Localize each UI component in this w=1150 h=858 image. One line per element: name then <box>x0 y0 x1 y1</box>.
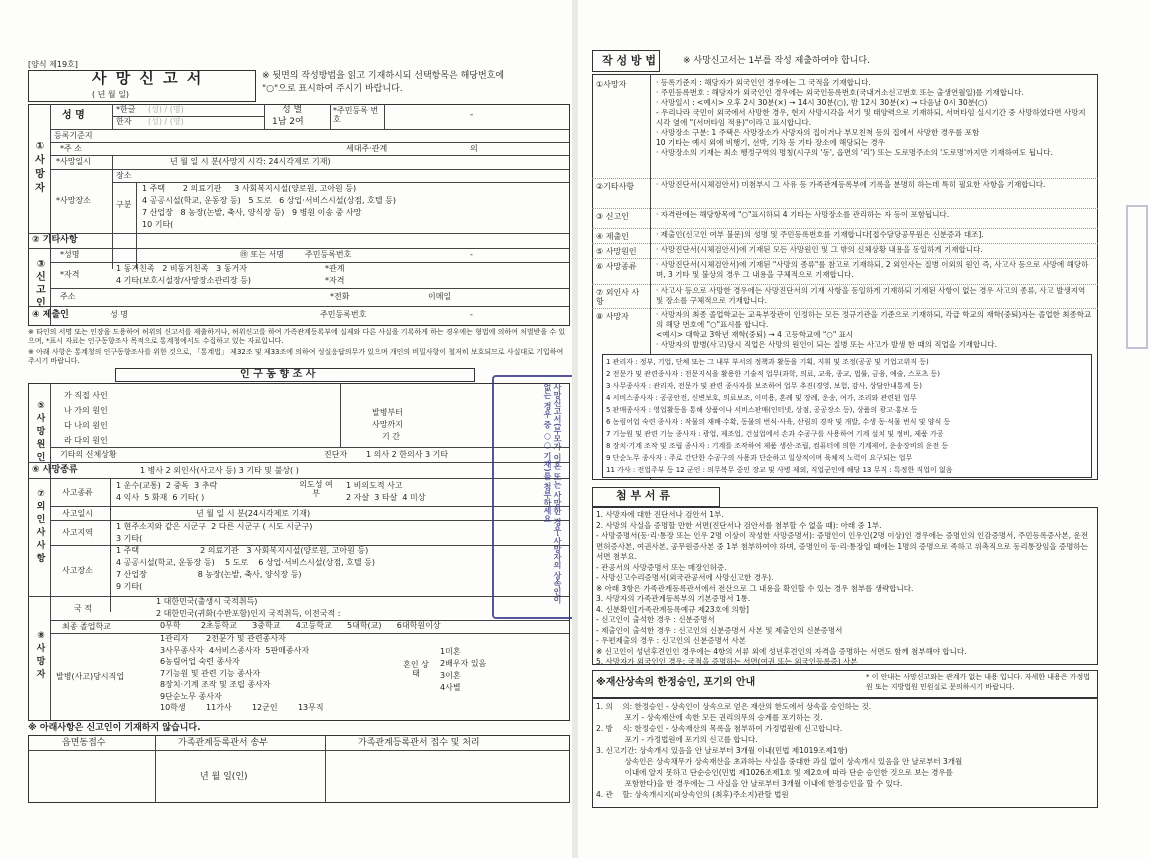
place-option-transfer[interactable]: 9 병원 이송 중 사망 <box>291 208 362 217</box>
rrn-field[interactable]: - <box>470 110 474 120</box>
family-base-label: 등록기준지 <box>54 131 93 140</box>
onset-label: 발병부터 <box>372 408 403 417</box>
list-item: - 신고인이 출석한 경우 : 신분증명서 <box>596 615 715 624</box>
form-front-page <box>0 0 572 858</box>
acc-opt-5[interactable]: 5 화재 <box>144 493 168 502</box>
edu-opt-4[interactable]: 4고등학교 <box>295 621 332 630</box>
office-col-send: 가족관계등록관서 송부 <box>178 738 268 748</box>
attachments-list <box>596 510 1094 668</box>
name-hanja-field[interactable]: (성) / (명) <box>148 117 184 126</box>
edu-opt-5[interactable]: 5대학(교) <box>347 621 382 630</box>
list-item: - 제출인이 출석한 경우 : 신고인의 신분증명서 사본 및 제출인의 신분증명서 <box>596 625 843 635</box>
how-to-line: · 사망자의 최종 졸업학교는 교육부장관이 인정하는 모든 정규기관을 기준으로 기재하되, 각급 학교의 재학(중퇴)자는 졸업한 최종학교의 해당 번호에 "○"표시를 합니다. <box>656 310 1092 329</box>
acc-place-5[interactable]: 5 도로 <box>224 558 249 567</box>
section-accident-label: ⑦ 외인사사항 <box>36 489 46 564</box>
job-opt-9[interactable]: 9단순노무 종사자 <box>160 691 222 701</box>
office-col-receipt: 읍면동접수 <box>62 738 106 748</box>
marital-label: 혼인 상태 <box>403 660 429 679</box>
place-option-welfare[interactable]: 3 사회복지시설(양로원, 고아원 등) <box>234 184 357 193</box>
list-item: - 우편제출의 경우 : 신고인의 신분증명서 사본 <box>596 636 746 645</box>
office-date-field[interactable]: 년 월 일(인) <box>200 772 248 782</box>
diagnoser-label: 진단자 <box>324 450 348 459</box>
section-reporter-label: ③ 신고인 <box>36 259 46 309</box>
submitter-name-label: 성 명 <box>110 310 128 319</box>
intent-opt-4[interactable]: 4 미상 <box>402 493 426 502</box>
how-to-line: · 등록기준지 : 해당자가 외국인인 경우에는 그 국적을 기재합니다. <box>656 78 871 87</box>
submitter-rrn-field[interactable]: - <box>470 310 473 319</box>
job-opt-2[interactable]: 2전문가 및 관련종사자 <box>206 634 286 643</box>
nat-opt-2[interactable]: 2 대한민국(귀화(수반포함)인지 국적취득, 이전국적 : <box>156 609 341 618</box>
edu-opt-6[interactable]: 6대학원이상 <box>396 621 441 630</box>
qual-option-2[interactable]: 2 비동거친족 <box>162 264 209 273</box>
place-option-commercial[interactable]: 6 상업·서비스시설(상점, 호텔 등) <box>279 196 396 205</box>
reporter-signature[interactable]: ㊞ 또는 서명 <box>240 250 284 259</box>
job-opt-6[interactable]: 6농림어업 숙련 종사자 <box>160 657 240 666</box>
list-item: 4. 관 할: 상속개시지(피상속인의 (최후)주소지)관할 법원 <box>596 790 789 799</box>
job-opt-4[interactable]: 4서비스종사자 <box>208 645 261 655</box>
list-item: 포함한다)을 한 경우에는 그 사실을 안 날로부터 3개월 이내에 한정승인을 할 수 있다. <box>596 779 903 788</box>
list-item: - 사망신고수리증명서(외국관공서에 사망신고한 경우). <box>596 573 774 582</box>
intent-options[interactable] <box>346 480 425 504</box>
death-place-label: *사망장소 <box>56 196 91 205</box>
warning-forgery: ※ 타인의 서명 또는 인장을 도용하여 허위의 신고서를 제출하거나, 허위신고를 하여 가족관계등록부에 실제와 다른 사실을 기록하게 하는 경우에는 형법에 의하여 처벌받을 수 있으며, *표시 자료는 인구동향조사 목적으로 통계청에서도 수집하고 있는 자료입니다. <box>28 328 566 345</box>
list-item: 2 전문가 및 관련종사자 : 전문지식을 활용한 기술적 업무(과학, 의료, 교육, 종교, 법률, 금융, 예술, 스포츠 등) <box>606 370 940 378</box>
list-item: 4. 신분확인[가족관계등록예규 제23호에 의함] <box>596 604 749 614</box>
how-to-key: ⑧ 사망자 <box>596 312 629 321</box>
place-option-hospital[interactable]: 2 의료기관 <box>182 184 222 193</box>
other-body-label: 기타의 신체상황 <box>60 450 117 459</box>
list-item: - 사망증명서(동·리·통장 또는 인우 2명 이상이 작성한 사망증명서): 증명인이 인우인(2명 이상)인 경우에는 증명인의 인감증명서, 주민등록증사본, 운전면허증사본, 여권사본, 공무원증사본 중 1부 첨부하여야 하며, 증명인이 동·리·통장일 때에는 1명의 증명으로 족하고 위촉직으로 동리통장임을 증명하는 서면 첨부요. <box>596 531 1088 561</box>
section-cause-label: ⑤ 사망원인 <box>36 401 46 463</box>
list-item: 6 농림어업 숙련 종사자 : 작물의 재배·수확, 동물의 번식·사육, 산림의 경작 및 개발, 수생 동·식물 번식 및 양식 등 <box>606 418 951 426</box>
section-submitter-label: ④ 제출인 <box>32 310 69 320</box>
list-item: 2. 사망의 사실을 증명할 만한 서면(진단서나 검안서를 첨부할 수 없을 때): 아래 중 1부. <box>596 520 882 530</box>
submitter-rrn-label: 주민등록번호 <box>320 310 367 319</box>
job-opt-7[interactable]: 7기능원 및 관련 기능 종사자 <box>160 668 261 678</box>
how-to-key: ③ 신고인 <box>596 212 629 221</box>
reporter-name-label: *성명 <box>60 250 80 259</box>
period-label: 기 간 <box>382 432 400 441</box>
list-item: 3. 사망자의 가족관계등록부의 기본증명서 1통. <box>596 594 751 603</box>
how-to-key: ④ 제출인 <box>596 232 629 241</box>
reporter-qual-options[interactable] <box>116 263 336 287</box>
list-item: - 관공서의 사망증명서 또는 매장인허증. <box>596 562 727 572</box>
marital-opt-2[interactable]: 2배우자 있음 <box>440 659 487 668</box>
how-to-key: ⑦ 외인사 사 항 <box>596 288 640 307</box>
list-item: 포기 - 가정법원에 포기의 신고를 합니다. <box>596 735 758 744</box>
how-to-line: · 사고사 등으로 사망한 경우에는 사망진단서의 기재 사항을 동일하게 기재하되 기재된 사항이 없는 경우 사고의 종류, 사고 발생지역 및 장소를 구체적으로 기재합니다. <box>656 286 1086 305</box>
cause-list <box>64 388 108 448</box>
place-options[interactable] <box>142 183 562 231</box>
acc-place-8[interactable]: 8 농장(논밭, 축사, 양식장 등) <box>197 570 302 579</box>
list-item: 8 장치·기계 조작 및 조립 종사자 : 기계를 조작하여 제품 생산·조립, 컴퓨터에 의한 기계제어, 운송장비의 운전 등 <box>606 442 949 450</box>
list-item: 5 판매종사자 : 영업활동을 통해 상품이나 서비스판매(인터넷, 상점, 공공장소 등), 상품의 광고·홍보 등 <box>606 406 918 414</box>
how-to-key: ②기타사항 <box>596 182 635 191</box>
section-other-label: ② 기타사항 <box>32 235 78 245</box>
job-opt-11[interactable]: 11가사 <box>205 703 232 712</box>
cause-b[interactable]: 다 나의 원인 <box>64 421 108 430</box>
education-label: 최종 졸업학교 <box>62 622 111 631</box>
how-to-line: 10 기타는 예시 외에 비행기, 선박, 기차 등 기타 장소에 해당되는 경우 <box>656 138 885 147</box>
place-option-public[interactable]: 4 공공시설(학교, 운동장 등) <box>142 196 241 205</box>
diagnoser-options[interactable]: 1 의사 2 한의사 3 기타 <box>366 450 449 459</box>
hangul-label: *한글 <box>116 105 136 114</box>
acc-place-2[interactable]: 2 의료기관 <box>200 546 239 555</box>
edu-opt-2[interactable]: 2초등학교 <box>200 621 237 630</box>
how-to-note: ※ 사망신고서는 1부를 작성 제출하여야 합니다. <box>683 56 870 66</box>
accident-place-options[interactable] <box>116 545 556 593</box>
marital-options[interactable] <box>440 646 486 694</box>
acc-opt-6[interactable]: 6 기타( ) <box>172 493 205 502</box>
how-to-title: 작 성 방 법 <box>602 54 656 67</box>
how-to-text <box>656 286 1094 310</box>
qual-option-4[interactable]: 4 기타(보호시설장/사망장소관리장 등) <box>116 276 252 285</box>
how-to-key: ⑤ 사망원인 <box>596 247 637 256</box>
inheritance-list <box>596 701 1094 800</box>
side-stamp <box>1126 205 1148 349</box>
office-col-process: 가족관계등록관서 접수 및 처리 <box>358 738 480 748</box>
intent-label: 의도성 여 부 <box>299 480 333 499</box>
accident-type-options[interactable] <box>116 480 217 504</box>
education-options[interactable] <box>160 620 570 632</box>
survey-title: 인 구 동 향 조 사 <box>240 369 316 380</box>
list-item: 포기 - 상속재산에 속한 모든 권리의무의 승계를 포기하는 것. <box>596 713 823 722</box>
section-death-kind-label: ⑥ 사망종류 <box>32 465 78 475</box>
qual-option-3[interactable]: 3 동거자 <box>216 264 247 273</box>
place-option-industrial[interactable]: 7 산업장 <box>142 208 173 217</box>
acc-opt-4[interactable]: 4 익사 <box>116 493 140 502</box>
hanja-label: 한자 <box>116 117 132 126</box>
job-opt-5[interactable]: 5판매종사자 <box>265 645 310 655</box>
list-item: 4 서비스종사자 : 공공안전, 신변보호, 의료보조, 이미용, 혼례 및 장례, 운송, 여가, 조리와 관련된 업무 <box>606 394 917 402</box>
list-item: 3 사무종사자 : 관리자, 전문가 및 관련 종사자를 보조하여 업무 추진(경영, 보험, 감사, 상담안내통계 등) <box>606 382 923 390</box>
office-table <box>28 735 570 803</box>
acc-place-3[interactable]: 3 사회복지시설(양로원, 고아원 등) <box>246 546 369 555</box>
job-opt-1[interactable]: 1관리자 <box>160 634 189 643</box>
marital-opt-4[interactable]: 4사별 <box>440 683 461 692</box>
marital-opt-1[interactable]: 1미혼 <box>440 647 461 656</box>
how-to-text <box>656 78 1094 180</box>
acc-opt-3[interactable]: 3 추락 <box>194 481 218 490</box>
form-number: [양식 제19호] <box>28 60 78 69</box>
how-to-line: · 사망일시 : <예시> 오후 2시 30분(×) → 14시 30분(○), 밤 12시 30분(×) → 다음날 0시 30분(○) <box>656 98 988 107</box>
intent-opt-2[interactable]: 2 자살 <box>346 493 370 502</box>
accident-region-label: 사고지역 <box>62 528 93 537</box>
sex-options[interactable]: 1남 2여 <box>272 117 304 127</box>
how-to-line: <예시> 대학교 3학년 재학(중퇴) → 4 고등학교에 "○" 표시 <box>656 330 854 339</box>
acc-place-7[interactable]: 7 산업장 <box>116 570 147 579</box>
job-options[interactable] <box>160 633 400 714</box>
acc-place-9[interactable]: 9 기타( <box>116 582 143 591</box>
region-opt-3[interactable]: 3 기타( <box>116 534 143 543</box>
job-opt-3[interactable]: 3사무종사자 <box>160 645 204 655</box>
accident-type-label: 사고종류 <box>62 488 93 497</box>
cause-c[interactable]: 라 다의 원인 <box>64 436 108 445</box>
reporter-phone-label: *전화 <box>330 292 350 301</box>
how-to-line: · 사망진단서(시체검안서) 미첨부시 그 사유 등 가족관계등록부에 기록을 분명히 하는데 특히 필요한 사항을 기재합니다. <box>656 180 1046 189</box>
accident-date-label: 사고일시 <box>62 509 93 518</box>
how-to-text <box>656 310 1094 354</box>
how-to-line: · 자격란에는 해당항목에 "○"표시하되 4 기타는 사망장소를 관리하는 자 등이 포함됩니다. <box>656 210 950 219</box>
how-to-line: · 주민등록번호 : 해당자가 외국인인 경우에는 외국인등록번호(국내거소신고번호 또는 출생연월일)를 기재합니다. <box>656 88 1024 97</box>
how-to-text <box>656 180 1094 210</box>
reporter-rrn-label: 주민등록번호 <box>305 250 352 259</box>
list-item: 1 관리자 : 정부, 기업, 단체 또는 그 내부 부서의 정책과 활동을 기획, 지휘 및 조정(공공 및 기업고위직 등) <box>606 358 929 366</box>
job-opt-10[interactable]: 10학생 <box>160 703 186 712</box>
list-item: ※ 아래 3항은 가족관계등록관서에서 전산으로 그 내용을 확인할 수 있는 경우 첨부를 생략합니다. <box>596 583 914 593</box>
acc-opt-1[interactable]: 1 운수(교통) <box>116 481 161 490</box>
death-date-label: *사망일시 <box>56 157 91 166</box>
nationality-options[interactable] <box>156 596 340 620</box>
death-date-field[interactable]: 년 월 일 시 분(사망지 시각: 24시각제로 기재) <box>170 157 331 166</box>
householder-ui: 의 <box>470 144 478 153</box>
job-opt-13[interactable]: 13무직 <box>297 703 324 712</box>
address-label: *주 소 <box>60 144 82 153</box>
how-to-line: · 사망장소 구분: 1 주택은 사망장소가 사망자의 집이거나 부모친척 등의 집에서 사망한 경우를 포함 <box>656 128 980 137</box>
attachments-title: 첨 부 서 류 <box>616 489 670 502</box>
edu-opt-3[interactable]: 3중학교 <box>252 621 281 630</box>
cause-a[interactable]: 나 가의 원인 <box>64 406 108 415</box>
place-option-farm[interactable]: 8 농장(논밭, 축사, 양식장 등) <box>180 208 285 217</box>
name-label: 성 명 <box>62 110 85 121</box>
sex-label: 성 별 <box>282 105 303 115</box>
place-option-other[interactable]: 10 기타( <box>142 220 174 229</box>
list-item: 1. 의 의: 한정승인 - 상속인이 상속으로 얻은 재산의 한도에서 상속을 승인하는 것. <box>596 702 872 711</box>
accident-place-label: 사고장소 <box>62 566 93 575</box>
name-hangul-field[interactable]: (성) / (명) <box>148 105 184 114</box>
list-item: 9 단순노무 종사자 : 주로 간단한 수공구의 사용과 단순하고 일상적이며 육체적 노력이 요구되는 업무 <box>606 454 913 462</box>
how-to-line: · 사망진단서(시체검안서)에 기재된 모든 사망원인 및 그 밖의 신체상황 내용을 동일하게 기재합니다. <box>656 245 983 254</box>
how-to-text <box>656 260 1094 286</box>
list-item: 11 가사 : 전업주부 등 12 군인 : 의무복무 중인 장교 및 사병 제외, 직업군인에 해당 13 무직 : 특정한 직업이 없음 <box>606 466 953 474</box>
intent-opt-3[interactable]: 3 타살 <box>374 493 398 502</box>
office-only-note: ※ 아래사항은 신고인이 기재하지 않습니다. <box>28 723 201 733</box>
place-option-home[interactable]: 1 주택 <box>142 184 166 193</box>
list-item: 3. 신고기간: 상속개시 있음을 안 날로부터 3개월 이내(민법 제1019조제1항) <box>596 746 848 755</box>
reporter-qual-label: *자격 <box>60 270 80 279</box>
warning-statistics: ※ 아래 사항은 통계청의 인구동향조사를 위한 것으로, 「통계법」 제32조 및 제33조에 의하여 성실응답의무가 있으며 개인의 비밀사항이 철저히 보호되므로 사실대로 기입하여 주시기 바랍니다. <box>28 348 564 365</box>
householder-label: 세대주·관계 <box>346 144 388 153</box>
list-item: 2. 방 식: 한정승인 - 상속재산의 목록을 첨부하여 가정법원에 신고합니다. <box>596 724 843 733</box>
rrn-label: *주민등록 번 호 <box>333 106 379 125</box>
acc-place-4[interactable]: 4 공공시설(학교, 운동장 등) <box>116 558 215 567</box>
inheritance-title: ※재산상속의 한정승인, 포기의 안내 <box>596 677 756 688</box>
how-to-key: ①사망자 <box>596 80 627 89</box>
nat-opt-1[interactable]: 1 대한민국(출생시 국적취득) <box>156 597 258 606</box>
cause-direct[interactable]: 가 직접 사인 <box>64 391 108 400</box>
reporter-address-label: 주소 <box>60 292 76 301</box>
how-to-line: · 사망자의 발병(사고)당시 직업은 사망의 원인이 되는 질병 또는 사고가 발생 한 때의 직업을 기재합니다. <box>656 340 998 349</box>
region-opt-1[interactable]: 1 현주소지와 같은 시군구 <box>116 522 206 531</box>
how-to-text <box>656 210 1094 230</box>
how-to-line: · 사망장소의 기재는 최소 행정구역의 명칭(시구의 '동', 읍면의 '리') 또는 도로명주소의 '도로명'까지만 기재하여도 됩니다. <box>656 148 1053 157</box>
form-title: 사 망 신 고 서 <box>92 69 204 87</box>
region-opt-2[interactable]: 2 다른 시군구 ( 시도 시군구) <box>211 522 313 531</box>
instructions-notice: ※ 뒷면의 작성방법을 읽고 기재하시되 선택항목은 해당번호에 "○"으로 표시하여 주시기 바랍니다. <box>262 71 505 94</box>
how-to-line: - 우리나라 국민이 외국에서 사망한 경우, 현지 사망시각을 서기 및 태양력으로 기재하되, 서머타임 실시기간 중 사망하였다면 사망지 시각 옆에 "(서머타임 적용)"이라고 표시합니다. <box>656 108 1086 127</box>
reporter-rrn-field[interactable]: - <box>470 250 473 259</box>
list-item: ※ 신고인이 성년후견인인 경우에는 4항의 서류 외에 성년후견인의 자격을 증명하는 서면도 함께 첨부해야 합니다. <box>596 646 967 656</box>
until-death-label: 사망까지 <box>372 420 403 429</box>
date-line: ( 년 월 일) <box>92 90 130 99</box>
job-opt-12[interactable]: 12군인 <box>251 703 278 712</box>
edu-opt-0[interactable]: 0무학 <box>160 621 181 630</box>
nationality-label: 국 적 <box>74 604 92 613</box>
list-item: 상속인은 상속채무가 상속재산을 초과하는 사실을 중대한 과실 없이 상속개시 있음을 안 날로부터 3개월 <box>596 757 963 766</box>
reporter-relation-label: *관계 <box>325 264 345 273</box>
how-to-line: · 제출인(신고인 여부 불문)의 성명 및 주민등록번호를 기재합니다[접수담당공무원은 신분증과 대조]. <box>656 230 984 239</box>
section-deceased-label: ① 사망자 <box>35 141 45 194</box>
place-address-label: 장소 <box>116 171 132 180</box>
qual-option-1[interactable]: 1 동거친족 <box>116 264 155 273</box>
list-item: 1. 사망자에 대한 진단서나 검안서 1부. <box>596 510 724 519</box>
list-item: 7 기능원 및 관련 기능 종사자 : 광업, 제조업, 건설업에서 손과 수공구를 사용하여 기계 설치 및 정비, 제품 가공 <box>606 430 944 438</box>
accident-date-field[interactable]: 년 월 일 시 분(24시각제로 기재) <box>196 509 311 518</box>
accident-region-options[interactable] <box>116 521 312 545</box>
how-to-line: · 사망진단서(시체검안서)에 기재된 "사망의 종류"를 참고로 기재하되, 2 외인사는 질병 이외의 원인 즉, 사고사 등으로 사망에 해당하며, 3 기타 및 불상의 경우 그 내용을 구체적으로 기재합니다. <box>656 260 1089 279</box>
how-to-key: ⑥ 사망종류 <box>596 262 637 271</box>
acc-place-6[interactable]: 6 상업·서비스시설(상점, 호텔 등) <box>258 558 376 567</box>
intent-opt-1[interactable]: 1 비의도적 사고 <box>346 481 403 490</box>
form-back-page <box>578 0 1150 858</box>
section-deceased2-label: ⑧ 사망자 <box>36 631 46 680</box>
marital-opt-3[interactable]: 3이혼 <box>440 671 461 680</box>
job-opt-8[interactable]: 8장치·기계 조작 및 조립 종사자 <box>160 680 271 689</box>
list-item: 5. 사망자가 외국인인 경우: 국적을 증명하는 서면(여권 또는 외국인등록증) 사본 <box>596 657 858 666</box>
list-item: 이내에 알지 못하고 단순승인(민법 제1026조제1호 및 제2호에 따라 단순 승인한 것으로 보는 경우를 <box>596 768 953 777</box>
place-option-road[interactable]: 5 도로 <box>248 196 272 205</box>
acc-place-1[interactable]: 1 주택 <box>116 546 140 555</box>
reporter-email-label: 이메일 <box>428 292 452 301</box>
death-kind-options[interactable]: 1 병사 2 외인사(사고사 등) 3 기타 및 불상( ) <box>140 466 299 475</box>
official-stamp: 사망신고서(부모가 이혼 또는 사망한 경우·사망자의 상속인이 없는 경우 중 ○○ 기재)를 첨부하세요 <box>492 375 576 619</box>
inheritance-note: * 이 안내는 사망신고와는 관계가 없는 내용 입니다. 자세한 내용은 가정법원 또는 지방법원 민원실로 문의하시기 바랍니다. <box>866 673 1091 691</box>
reporter-qual2-label: *자격 <box>325 276 345 285</box>
job-label: 발병(사고)당시직업 <box>56 672 125 681</box>
jobs-definitions <box>606 356 1090 476</box>
acc-opt-2[interactable]: 2 중독 <box>165 481 189 490</box>
place-category-label: 구분 <box>116 200 132 209</box>
